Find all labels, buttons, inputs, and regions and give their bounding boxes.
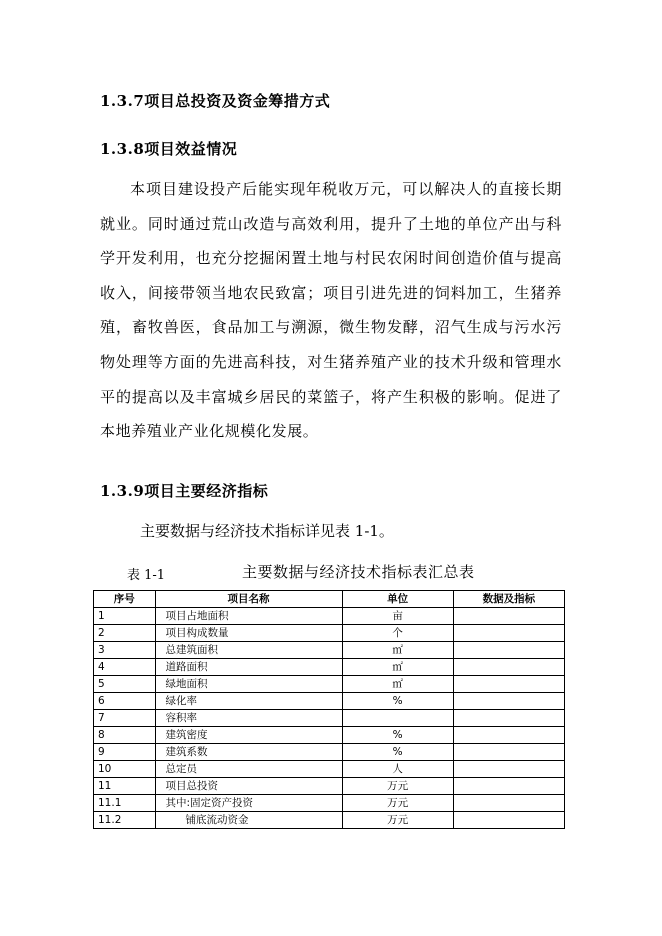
row-number: 11	[94, 778, 156, 795]
row-item-name: 项目总投资	[155, 778, 342, 795]
row-item-name: 其中:固定资产投资	[155, 795, 342, 812]
row-item-name: 总定员	[155, 761, 342, 778]
row-number: 2	[94, 625, 156, 642]
header-name: 项目名称	[155, 591, 342, 608]
table-header-row	[94, 591, 565, 608]
header-unit: 单位	[342, 591, 453, 608]
row-item-name: 项目占地面积	[155, 608, 342, 625]
table-row	[94, 676, 565, 693]
row-value	[453, 676, 564, 693]
row-value	[453, 710, 564, 727]
row-item-name: 项目构成数量	[155, 625, 342, 642]
table-row	[94, 761, 565, 778]
row-unit: ㎡	[342, 676, 453, 693]
table-row	[94, 659, 565, 676]
row-value	[453, 744, 564, 761]
row-unit: ㎡	[342, 642, 453, 659]
table-row	[94, 710, 565, 727]
row-number: 11.1	[94, 795, 156, 812]
row-unit: 万元	[342, 812, 453, 829]
table-row	[94, 693, 565, 710]
table-title: 主要数据与经济技术指标表汇总表	[242, 563, 475, 581]
table-row	[94, 625, 565, 642]
row-number: 7	[94, 710, 156, 727]
table-intro-text: 主要数据与经济技术指标详见表 1-1。	[140, 522, 394, 540]
economic-indicators-table	[93, 590, 565, 829]
section-heading-1-3-7: 1.3.7项目总投资及资金筹措方式	[100, 92, 331, 110]
row-item-name: 铺底流动资金	[155, 812, 342, 829]
row-value	[453, 608, 564, 625]
benefit-paragraph: 本项目建设投产后能实现年税收万元，可以解决人的直接长期就业。同时通过荒山改造与高效利用，提升了土地的单位产出与科学开发利用，也充分挖掘闲置土地与村民农闲时间创造价值与提高收入，间接带领当地农民致富；项目引进先进的饲料加工，生猪养殖，畜牧兽医，食品加工与溯源，微生物发酵，沼气生成与污水污物处理等方面的先进高科技，对生猪养殖产业的技术升级和管理水平的提高以及丰富城乡居民的菜篮子，将产生积极的影响。促进了本地养殖业产业化规模化发展。	[100, 180, 562, 441]
row-unit: %	[342, 727, 453, 744]
row-number: 3	[94, 642, 156, 659]
row-value	[453, 761, 564, 778]
row-value	[453, 795, 564, 812]
row-unit: 个	[342, 625, 453, 642]
row-unit: 万元	[342, 795, 453, 812]
row-number: 4	[94, 659, 156, 676]
row-value	[453, 625, 564, 642]
row-unit: 万元	[342, 778, 453, 795]
row-item-name: 绿化率	[155, 693, 342, 710]
row-number: 11.2	[94, 812, 156, 829]
row-unit	[342, 710, 453, 727]
row-unit: 人	[342, 761, 453, 778]
row-item-name: 容积率	[155, 710, 342, 727]
header-no: 序号	[94, 591, 156, 608]
row-item-name: 总建筑面积	[155, 642, 342, 659]
table-row	[94, 744, 565, 761]
row-number: 10	[94, 761, 156, 778]
row-item-name: 建筑系数	[155, 744, 342, 761]
table-row	[94, 608, 565, 625]
section-heading-1-3-8: 1.3.8项目效益情况	[100, 140, 238, 158]
row-number: 8	[94, 727, 156, 744]
row-value	[453, 642, 564, 659]
row-unit: %	[342, 693, 453, 710]
row-value	[453, 778, 564, 795]
row-unit: 亩	[342, 608, 453, 625]
section-heading-1-3-9: 1.3.9项目主要经济指标	[100, 482, 269, 500]
table-number: 表 1-1	[127, 568, 166, 583]
row-item-name: 绿地面积	[155, 676, 342, 693]
row-value	[453, 812, 564, 829]
row-number: 5	[94, 676, 156, 693]
row-number: 9	[94, 744, 156, 761]
row-item-name: 道路面积	[155, 659, 342, 676]
row-number: 6	[94, 693, 156, 710]
row-unit: ㎡	[342, 659, 453, 676]
row-unit: %	[342, 744, 453, 761]
row-value	[453, 693, 564, 710]
row-value	[453, 659, 564, 676]
table-row	[94, 778, 565, 795]
row-value	[453, 727, 564, 744]
table-row	[94, 642, 565, 659]
row-number: 1	[94, 608, 156, 625]
header-value: 数据及指标	[453, 591, 564, 608]
row-item-name: 建筑密度	[155, 727, 342, 744]
table-row	[94, 727, 565, 744]
table-row	[94, 812, 565, 829]
table-row	[94, 795, 565, 812]
